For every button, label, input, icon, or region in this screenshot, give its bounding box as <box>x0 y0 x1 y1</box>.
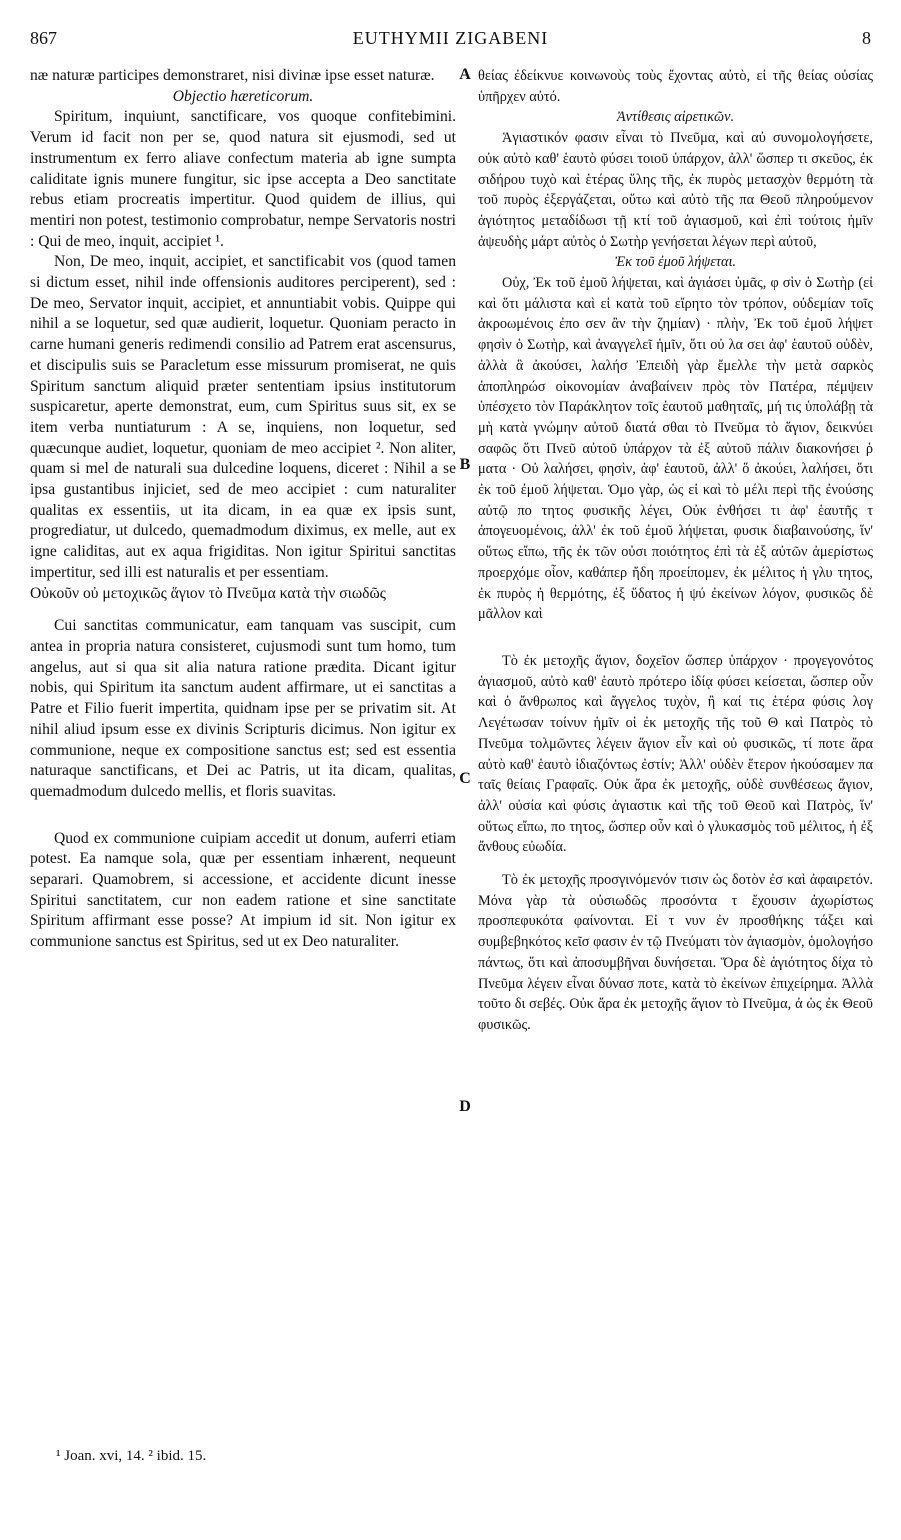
latin-paragraph-4: Cui sanctitas communicatur, eam tanquam vas suscipit, cum antea in propria natura consisteret, cujusmodi sunt tum homo, tum angelus, aut si qua sit alia natura ratione prædita. Dicant igitur nobis, qui Spiritum ita sanctum audent affirmare, ut ei sanctitas a Patre et Filio fuerit impertita, quidnam ipse per se privatim sit. At nihil aliud ipsum esse ex divinis Scripturis dicimus. Non igitur ex communione, neque ex compositione sanctus est; sed est essentia naturaque sanctificans, et Dei ac Patris, ut ita dicam, qualitas, quemadmodum dulcedo mellis, et floris suavitas. <box>30 617 456 800</box>
running-title: EUTHYMII ZIGABENI <box>352 28 549 48</box>
greek-heading-quote: Ἐκ τοῦ ἐμοῦ λήψεται. <box>614 254 737 271</box>
greek-heading-objection: Ἀντίθεσις αἱρετικῶν. <box>616 109 735 126</box>
greek-paragraph-3: Οὐχ, Ἐκ τοῦ ἐμοῦ λήψεται, καὶ ἁγιάσει ὑμᾶς, φ σὶν ὁ Σωτὴρ (εἰ καὶ ὅτι μάλιστα καὶ εἰ κατὰ τοῦ εἴρητο τὸν τρόπον, οὐδεμίαν τοῖς ἀκροωμένοις ἐπο σεν ἂν τὴν ζημίαν) · πλὴν, Ἐκ τοῦ ἐμοῦ λήψετ φησὶν ὁ Σωτὴρ, καὶ ἀναγγελεῖ ἡμῖν, ὅτι οὐ λα σει ἀφ' ἑαυτοῦ οὐδὲν, ἀλλὰ ἃ ἀκούσει, λαλήσ Ἐπειδὴ γὰρ ἔμελλε τὴν μετὰ σαρκὸς ἀποπληρώσ οἰκονομίαν ἀναβαίνειν πρὸς τὸν Πατέρα, πέμψειν ὑπέσχετο τὸν Παράκλητον τοῖς ἑαυτοῦ μαθηταῖς, μή τις ὑπολάβῃ τὰ μὴ κατὰ γνώμην αὐτοῦ διατά σθαι τὸ Πνεῦμα τὸ ἅγιον, δεικνύει σαφῶς ὅτι Πνεῦ αὐτοῦ ὑπάρχον τὰ ἐξ αὐτοῦ πάλιν διακονήσει ῥ ματα · Οὐ λαλήσει, φησὶν, ἀφ' ἑαυτοῦ, ἀλλ' ὅ ἀκούει, λαλήσει, ὅτι ἐκ τοῦ ἐμοῦ λήψεται. Ὁμο γὰρ, ὡς εἰ καὶ τὸ μέλι περὶ τῆς ἐνούσης αὐτῷ πο τητος φυσικῆς λέγει, Οὐκ ἐνθήσει τι ἀφ' ἑαυτῆς τ ἀπογευομένοις, ἀλλ' ἐκ τοῦ ἐμοῦ λήψεται, φυσικ διαβαινούσης, ἵν' οὕτως εἴπω, τῆς ἐκ τῶν οὐσι ποιότητος ἐπὶ τὰ ἐξ αὐτῶν ἀμερίστως προερχόμε οἷον, καθάπερ ἤδη προείπομεν, ἐκ μέλιτος ἡ γλυ τητος, ἐκ πυρὸς ἡ θερμότης, ἐξ ὕδατος ἡ ψύ ἐκείνων λόγον, φυσικῶς δὲ μᾶλλον καὶ <box>478 275 873 623</box>
latin-paragraph-5: Quod ex communione cuipiam accedit ut donum, auferri etiam potest. Ea namque sola, quæ per essentiam inhærent, nequeunt separari. Quamobrem, si accessione, et accidente dicunt inesse Spiritui sanctitatem, cur non eadem ratione et sine sanctitate Spiritum affirmant esse posse? At impium id sit. Non igitur ex communione sanctus est Spiritus, sed ut ex Deo naturaliter. <box>30 829 456 951</box>
margin-marker-c: C <box>459 770 471 787</box>
greek-column <box>478 66 873 1036</box>
latin-heading-objection: Objectio hæreticorum. <box>172 87 314 105</box>
latin-greek-sentence: Οὐκοῦν οὐ μετοχικῶς ἅγιον τὸ Πνεῦμα κατὰ τὴν σιωδῶς <box>30 584 386 602</box>
margin-marker-a: A <box>459 66 471 83</box>
latin-paragraph-3: Non, De meo, inquit, accipiet, et sanctificabit vos (quod tamen si dictum esset, nihil inde offensionis auditores perciperent), sed : De meo, Servator inquit, accipiet, et annuntiabit vobis. Quippe qui nihil a se loquetur, sed quæ audierit, loquetur. Quoniam peracto in carne humani generis redimendi consilio ad Patrem erat ascensurus, et discipulis suis se Paracletum esse missurum promiserat, ne quis Spiritum sanctum aliquid præter sententiam ipsius institutorum suspicaretur, aperte demonstrat, eum, cum Spiritus suus sit, ex se item verba nuntiaturum : A se, inquiens, non loquetur, sed quæcunque audiet, loquetur, quoniam de meo accipiet ². Non aliter, quam si mel de naturali sua dulcedine loquens, diceret : Nihil a se ipsa gustantibus injiciet, sed de meo accipiet : cum naturaliter qualitas ex essentiis, ut ita dicam, in ea quæ ex ipsis sunt, progrediatur, ut dulcedo, quemadmodum diximus, ex melle, aut ex igne caliditas, aut ex aqua frigiditas. Non igitur Spiritui sanctitas impertitur, sed illi est naturalis et per essentiam. <box>30 253 456 581</box>
latin-column <box>30 66 456 953</box>
greek-paragraph-5: Τὸ ἐκ μετοχῆς προσγινόμενόν τισιν ὡς δοτὸν ἐσ καὶ ἀφαιρετόν. Μόνα γὰρ τὰ οὐσιωδῶς προσόντα τ ἔχουσιν ἀχωρίστως προσπεφυκότα φαίνονται. Εἰ τ νυν ἐν προσθήκης τάξει καὶ συμβεβηκότος κεῖσ φασιν ἐν τῷ Πνεύματι τὸν ἁγιασμὸν, ὁμολογήσο πάντως, ὅτι καὶ ἀποσυμβῆναι δυνήσεται. Ὅρα δὲ ἁγιότητος δίχα τὸ Πνεῦμα λέγειν εἶναι δύνασ ποτε, κατὰ τὸ ἐκείνων ἐπιχείρημα. Ἀλλὰ τοῦτο δι σεβές. Οὐκ ἄρα ἐκ μετοχῆς ἅγιον τὸ Πνεῦμα, ἀ ὡς ἐκ Θεοῦ φυσικῶς. <box>478 872 873 1033</box>
latin-paragraph-1: næ naturæ participes demonstraret, nisi divinæ ipse esset naturæ. <box>30 67 435 84</box>
footnotes: ¹ Joan. xvi, 14. ² ibid. 15. <box>56 1448 207 1464</box>
greek-paragraph-2: Ἁγιαστικόν φασιν εἶναι τὸ Πνεῦμα, καὶ αὐ συνομολογήσετε, οὐκ αὐτὸ καθ' ἑαυτὸ φύσει τοιοῦ ὑπάρχον, ἀλλ' ὥσπερ τι σκεῦος, ἐκ σιδήρου τυχὸ καὶ ἑτέρας ὕλης τῆς, ἐκ πυρὸς μετασχὸν θερμότη τὰ τοῦ πυρὸς ἐξεργάζεται, οὕτω καὶ αὐτὸ τῆς πα Θεοῦ πληρούμενον ἁγιότητος μεταδίδωσι τῇ κτί τοῦ ἁγιασμοῦ, καὶ ἐπὶ τούτοις ἡμῖν ἀψευδὴς μάρτ αὐτὸς ὁ Σωτὴρ γενήσεται λέγων περὶ αὐτοῦ, <box>478 130 873 250</box>
page-number-right: 8 <box>862 28 871 48</box>
page-header <box>30 28 871 52</box>
margin-marker-b: B <box>459 456 471 473</box>
page-number-left: 867 <box>30 28 57 48</box>
greek-paragraph-1: θείας ἐδείκνυε κοινωνοὺς τοὺς ἔχοντας αὐτὸ, εἰ τῆς θείας οὐσίας ὑπῆρχεν αὐτό. <box>478 68 873 105</box>
margin-marker-d: D <box>459 1098 471 1115</box>
latin-paragraph-2: Spiritum, inquiunt, sanctificare, vos quoque confitebimini. Verum id facit non per se, quod natura sit ejusmodi, sed ut instrumentum ex ferro aliave confectum materia ab igne sumpta caliditate ignis munere fungitur, sic ipse accepta a Deo sanctitate rebus etiam procreatis impertitur. Quod quidem de illius, qui mentiri non potest, testimonio comprobatur, nempe Servatoris nostri : Qui de meo, inquit, accipiet ¹. <box>30 108 456 250</box>
greek-paragraph-4: Τὸ ἐκ μετοχῆς ἅγιον, δοχεῖον ὥσπερ ὑπάρχον · προγεγονότος ἁγιασμοῦ, αὐτὸ καθ' ἑαυτὸ πρότερο ἰδίᾳ φύσει κείσεται, ὥσπερ οὖν καὶ ὁ ἄνθρωπος καὶ ἄγγελος τυχὸν, ἢ καί τις ἑτέρα φύσις λογ Λεγέτωσαν τοίνυν ἡμῖν οἱ ἐκ μετοχῆς τῆς τοῦ Θ καὶ Πατρὸς τὸ Πνεῦμα τολμῶντες λέγειν ἅγιον εἶν καὶ οὐ φυσικῶς, τί ποτε ἄρα αὐτὸ καθ' ἑαυτὸ ἰδιαζόντως ἐστίν; Ἀλλ' οὐδὲν ἕτερον ἠκούσαμεν πα ταῖς θείαις Γραφαῖς. Οὐκ ἄρα ἐκ μετοχῆς, οὐδὲ συνθέσεως ἅγιον, ἀλλ' οὐσία καὶ φύσις ἁγιαστικ καὶ τῆς τοῦ Θεοῦ καὶ Πατρὸς, ἵν' οὕτως εἴπω, πο τητος, ὥσπερ οὖν καὶ ὁ γλυκασμὸς τοῦ μέλιτος, ἡ ἐξ ἄνθους εὐωδία. <box>478 652 873 856</box>
